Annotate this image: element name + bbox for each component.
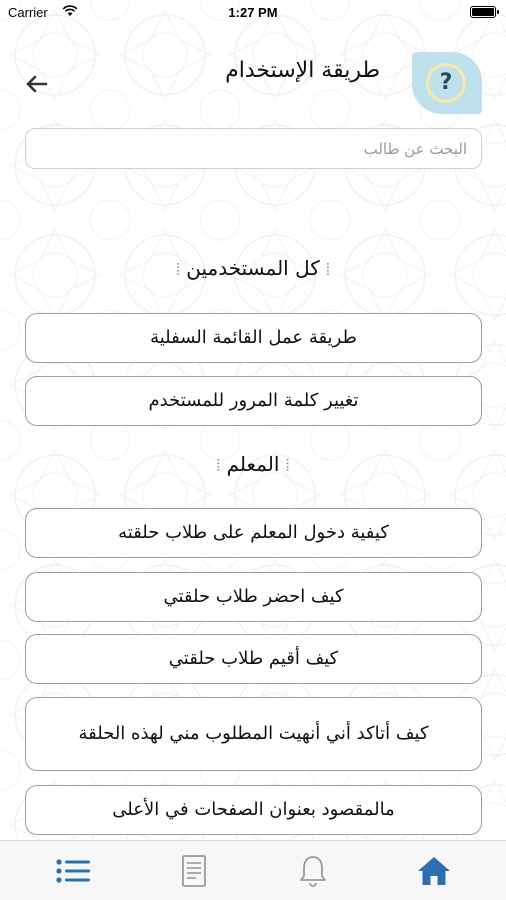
tab-list[interactable] <box>53 851 93 891</box>
help-item-change-password[interactable]: تغيير كلمة المرور للمستخدم <box>25 376 482 426</box>
help-item-teacher-access[interactable]: كيفية دخول المعلم على طلاب حلقته <box>25 508 482 558</box>
page-title: طريقة الإستخدام <box>225 58 380 83</box>
tab-notifications[interactable] <box>293 851 333 891</box>
help-item-completion[interactable]: كيف أتاكد أني أنهيت المطلوب مني لهذه الحلقة <box>25 697 482 771</box>
help-item-attendance[interactable]: كيف احضر طلاب حلقتي <box>25 572 482 622</box>
document-icon <box>174 851 214 891</box>
help-icon: ? <box>426 63 466 103</box>
divider-dots-icon: ⦙ <box>216 456 221 475</box>
help-item-bottom-menu[interactable]: طريقة عمل القائمة السفلية <box>25 313 482 363</box>
list-icon <box>53 851 93 891</box>
back-arrow-icon <box>20 68 52 100</box>
help-item-evaluate[interactable]: كيف أقيم طلاب حلقتي <box>25 634 482 684</box>
search-input[interactable] <box>25 128 482 169</box>
section-heading-label: كل المستخدمين <box>186 256 320 280</box>
bell-icon <box>293 851 333 891</box>
status-time: 1:27 PM <box>228 5 278 20</box>
help-item-page-titles[interactable]: مالمقصود بعنوان الصفحات في الأعلى <box>25 785 482 835</box>
carrier-label: Carrier <box>8 5 48 20</box>
section-heading-label: المعلم <box>226 452 280 476</box>
divider-dots-icon: ⦙ <box>326 260 330 279</box>
section-heading-teacher <box>0 452 506 476</box>
home-icon <box>414 851 454 891</box>
section-heading-all-users <box>0 256 506 280</box>
divider-dots-icon: ⦙ <box>285 456 290 475</box>
tab-bar <box>0 840 506 900</box>
status-bar <box>0 0 506 26</box>
tab-home[interactable] <box>414 851 454 891</box>
divider-dots-icon: ⦙ <box>176 260 180 279</box>
tab-documents[interactable] <box>174 851 214 891</box>
header <box>0 40 506 120</box>
battery-icon <box>470 6 496 18</box>
back-button[interactable] <box>20 68 52 100</box>
help-badge[interactable] <box>412 52 482 114</box>
